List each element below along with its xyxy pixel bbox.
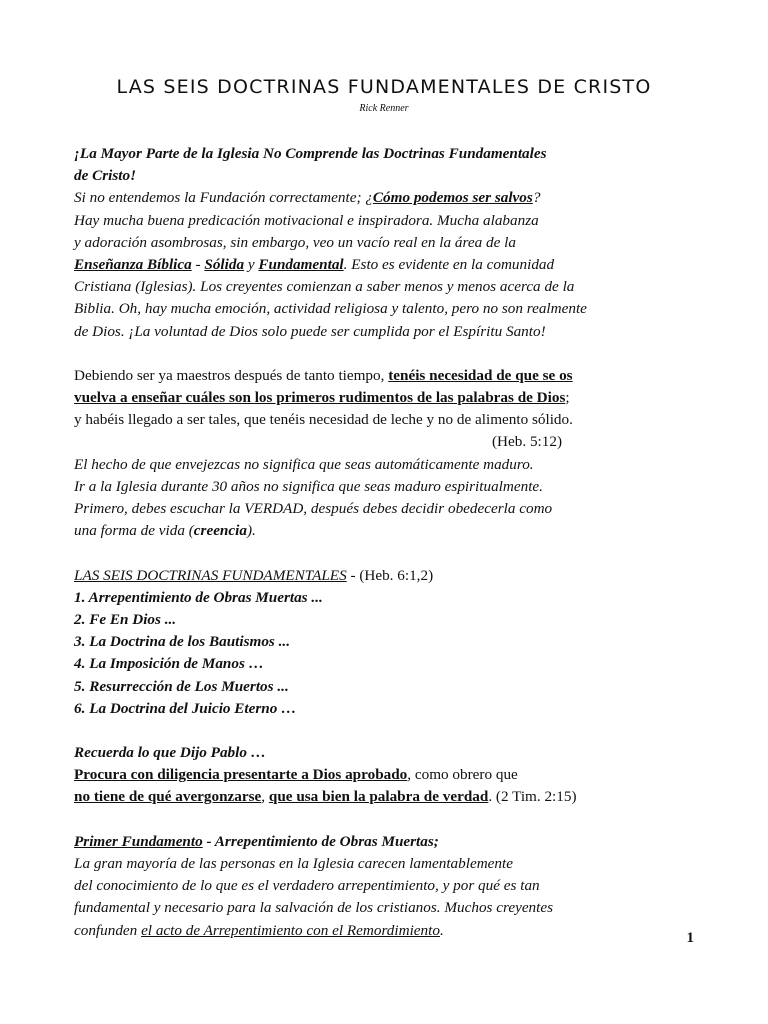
primer-line-3: fundamental y necesario para la salvación de los cristianos. Muchos creyentes: [74, 899, 554, 917]
text-span: confunden: [74, 921, 142, 939]
text-span: ;: [565, 389, 570, 407]
intro-line-5: Cristiana (Iglesias). Los creyentes comienzan a saber menos y menos acerca de la: [74, 278, 575, 296]
quote-line-2: [74, 387, 704, 409]
list-item: 2. Fe En Dios ...: [74, 610, 177, 628]
text-span: - Arrepentimiento de Obras Muertas;: [202, 832, 439, 850]
pablo-line-1: [74, 764, 704, 786]
primer-line-1: La gran mayoría de las personas en la Iglesia carecen lamentablemente: [74, 855, 513, 872]
primer-line-2: del conocimiento de lo que es el verdadero arrepentimiento, y por qué es tan: [74, 877, 540, 895]
section-heading: LAS SEIS DOCTRINAS FUNDAMENTALES: [74, 566, 347, 584]
text-span: -: [191, 255, 205, 273]
note-line-4: [74, 520, 704, 542]
intro-heading-line-2: de Cristo!: [74, 167, 137, 185]
intro-line-2: Hay mucha buena predicación motivacional e inspiradora. Mucha alabanza: [74, 211, 539, 229]
pablo-heading: Recuerda lo que Dijo Pablo …: [74, 744, 266, 762]
intro-line-3: y adoración asombrosas, sin embargo, veo un vacío real en la área de la: [74, 233, 516, 251]
document-body: [74, 143, 704, 942]
emphasis-text: Fundamental: [258, 255, 344, 273]
text-span: ?: [532, 189, 541, 207]
text-span: Debiendo ser ya maestros después de tanto tiempo,: [74, 366, 389, 384]
scripture-reference: (Heb. 5:12): [492, 433, 563, 451]
intro-line-1: [74, 187, 704, 209]
quote-line-3: y habéis llegado a ser tales, que tenéis necesidad de leche y no de alimento sólido.: [74, 411, 573, 429]
emphasis-text: tenéis necesidad de que se os: [388, 366, 573, 384]
note-line-2: Ir a la Iglesia durante 30 años no significa que seas maduro espiritualmente.: [74, 477, 543, 495]
emphasis-text: Enseñanza Bíblica: [74, 255, 192, 273]
emphasis-text: Cómo podemos ser salvos: [372, 189, 533, 207]
text-span: . Esto es evidente en la comunidad: [343, 255, 555, 273]
primer-heading: [74, 831, 704, 853]
list-item: 3. La Doctrina de los Bautismos ...: [74, 633, 291, 651]
note-line-1: El hecho de que envejezcas no significa que seas automáticamente maduro.: [74, 455, 534, 473]
quote-line-1: [74, 365, 704, 387]
primer-line-4: [74, 920, 704, 942]
document-title: LAS SEIS DOCTRINAS FUNDAMENTALES DE CRISTO: [116, 76, 652, 98]
page-number: 1: [686, 930, 694, 946]
intro-line-4: [74, 254, 704, 276]
text-span: una forma de vida (: [74, 522, 194, 540]
text-span: Si no entendemos la Fundación correctamente; ¿: [74, 189, 373, 207]
text-span: . (2 Tim. 2:15): [488, 788, 577, 806]
emphasis-text: Procura con diligencia presentarte a Dios aprobado: [74, 766, 408, 784]
emphasis-text: no tiene de qué avergonzarse: [74, 788, 262, 806]
emphasis-text: el acto de Arrepentimiento con el Remordimiento: [141, 921, 440, 939]
author-name: Rick Renner: [359, 103, 409, 114]
list-item: 6. La Doctrina del Juicio Eterno …: [74, 699, 297, 717]
emphasis-text: creencia: [193, 522, 247, 540]
list-item: 4. La Imposición de Manos …: [74, 655, 264, 673]
intro-line-6: Biblia. Oh, hay mucha emoción, actividad religiosa y talento, pero no son realmente: [74, 300, 587, 318]
text-span: - (Heb. 6:1,2): [346, 566, 434, 584]
intro-line-7: de Dios. ¡La voluntad de Dios solo puede ser cumplida por el Espíritu Santo!: [74, 322, 546, 340]
list-item: 1. Arrepentimiento de Obras Muertas ...: [74, 588, 323, 606]
intro-heading-line-1: ¡La Mayor Parte de la Iglesia No Comprende las Doctrinas Fundamentales: [74, 145, 547, 162]
emphasis-text: vuelva a enseñar cuáles son los primeros rudimentos de las palabras de Dios: [74, 389, 566, 407]
text-span: y: [244, 255, 259, 273]
text-span: .: [439, 921, 444, 939]
text-span: , como obrero que: [407, 766, 518, 784]
emphasis-text: que usa bien la palabra de verdad: [268, 788, 489, 806]
pablo-line-2: [74, 786, 704, 808]
section-heading: Primer Fundamento: [74, 832, 203, 850]
list-item: 5. Resurrección de Los Muertos ...: [74, 677, 289, 695]
text-span: ,: [261, 788, 269, 806]
doctrines-heading: [74, 565, 704, 587]
note-line-3: Primero, debes escuchar la VERDAD, después debes decidir obedecerla como: [74, 500, 553, 517]
text-span: ).: [246, 522, 256, 540]
emphasis-text: Sólida: [204, 255, 245, 273]
